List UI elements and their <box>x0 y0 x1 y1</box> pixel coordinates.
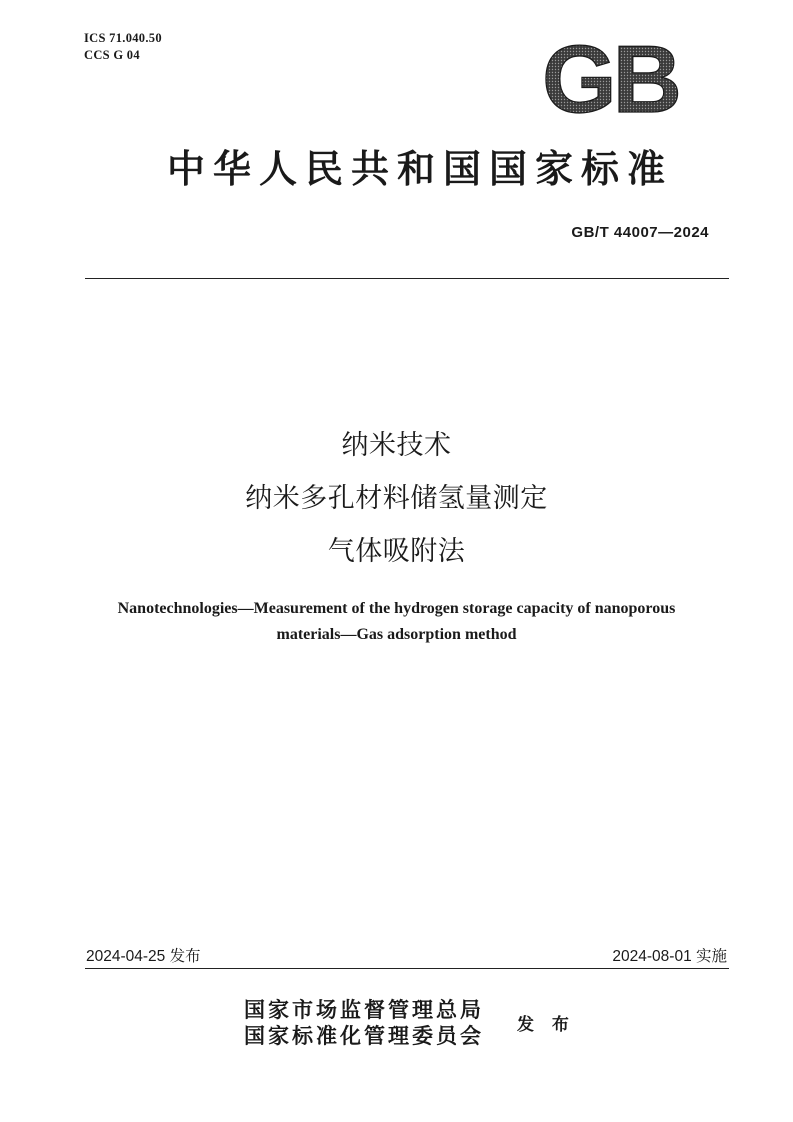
implementation-date: 2024-08-01 实施 <box>612 948 727 965</box>
title-en-line1: Nanotechnologies—Measurement of the hydrogen storage capacity of nanoporous <box>117 600 676 617</box>
standard-number: GB/T 44007—2024 <box>571 224 709 241</box>
standard-category-title: 中华人民共和国国家标准 <box>166 146 673 191</box>
title-cn-line1: 纳米技术 <box>341 430 452 461</box>
classification-codes <box>84 30 162 64</box>
issuer-samr: 国家市场监督管理总局 <box>244 997 484 1022</box>
publish-label: 发 布 <box>517 1015 575 1035</box>
title-en-line2: materials—Gas adsorption method <box>276 626 517 643</box>
bottom-divider <box>85 968 729 969</box>
ics-code: ICS 71.040.50 <box>84 31 162 45</box>
issue-date: 2024-04-25 发布 <box>86 948 201 965</box>
title-cn-line2: 纳米多孔材料储氢量测定 <box>245 483 548 514</box>
title-cn-line3: 气体吸附法 <box>327 536 466 567</box>
top-divider <box>85 278 729 279</box>
gb-logo-text: GB <box>542 38 678 120</box>
gb-logo <box>530 38 690 120</box>
issuer-sac: 国家标准化管理委员会 <box>244 1023 484 1048</box>
ccs-code: CCS G 04 <box>84 48 140 62</box>
